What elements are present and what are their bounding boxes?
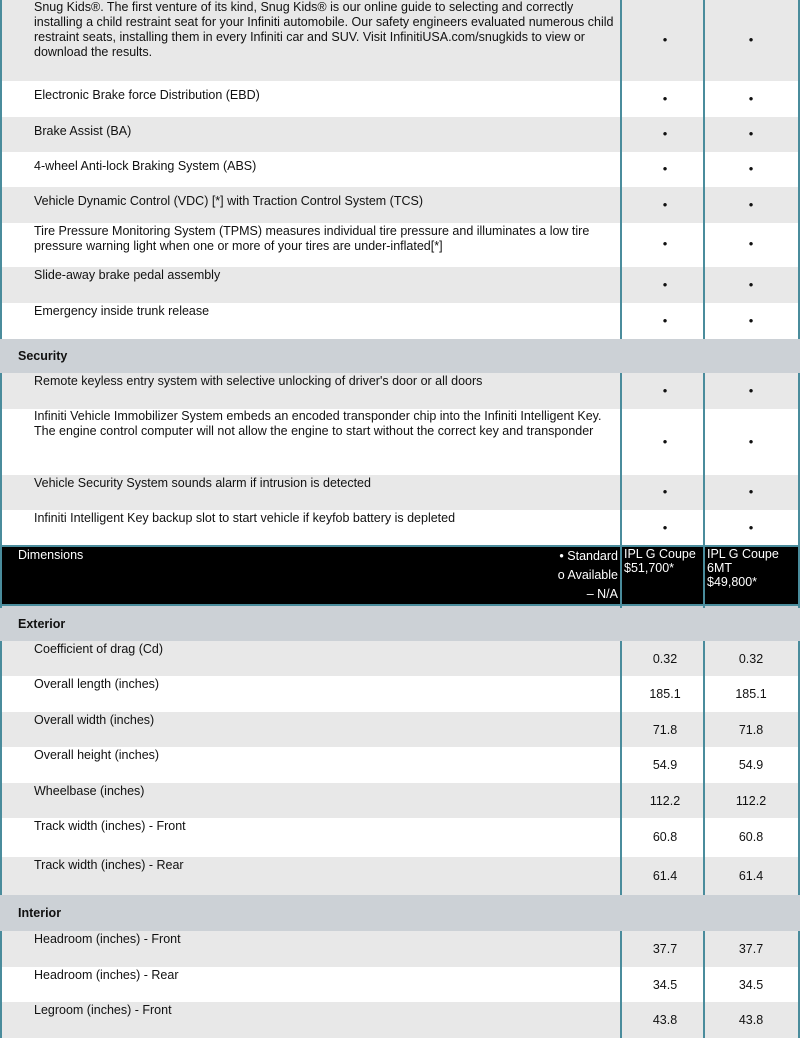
feature-row [0,475,800,510]
dimension-label: Track width (inches) - Front [34,819,186,833]
legend-standard: • Standard [559,549,618,563]
feature-row [0,303,800,339]
dimension-value: 61.4 [652,869,678,883]
standard-mark: • [662,197,668,212]
column-header-ipl-g-coupe [622,547,704,575]
column-divider [703,373,705,546]
feature-label: Slide-away brake pedal assembly [34,268,221,282]
standard-mark: • [662,161,668,176]
dimension-row [0,712,800,747]
standard-mark: • [662,383,668,398]
column-trim: 6MT [707,561,732,575]
dimension-value: 0.32 [738,652,764,666]
feature-label: Tire Pressure Monitoring System (TPMS) measures individual tire pressure and illuminates a low tire pressure warning light when one or more of your tires are under-inflated[*] [34,224,590,253]
table-border-left [0,931,2,1038]
dimension-label: Track width (inches) - Rear [34,858,184,872]
standard-mark: • [662,236,668,251]
dimension-value: 0.32 [652,652,678,666]
column-divider [703,641,705,895]
feature-row [0,187,800,223]
column-divider [620,0,622,339]
dimension-value: 60.8 [738,830,764,844]
dimension-value: 71.8 [738,723,764,737]
standard-mark: • [662,277,668,292]
column-divider [620,545,622,608]
dimension-value: 34.5 [738,978,764,992]
feature-label: Infiniti Vehicle Immobilizer System embeds an encoded transponder chip into the Infiniti Intelligent Key. The engine control computer will not allow the engine to start without the correct key and transponder [34,409,602,438]
column-divider [703,545,705,608]
legend [430,547,618,604]
standard-mark: • [748,126,754,141]
dimension-label: Overall height (inches) [34,748,160,762]
standard-mark: • [748,520,754,535]
table-border-left [0,0,2,339]
feature-label: Vehicle Dynamic Control (VDC) [*] with Traction Control System (TCS) [34,194,423,208]
dimension-label: Headroom (inches) - Rear [34,968,179,982]
standard-mark: • [662,32,668,47]
section-header-security [0,339,800,373]
column-model: IPL G Coupe [624,547,696,561]
dimension-label: Coefficient of drag (Cd) [34,642,163,656]
standard-mark: • [662,91,668,106]
dimension-value: 34.5 [652,978,678,992]
section-header-exterior [0,606,800,641]
column-price: $49,800* [707,575,758,589]
standard-mark: • [748,484,754,499]
dimension-value: 71.8 [652,723,678,737]
column-divider [703,931,705,1038]
standard-mark: • [748,197,754,212]
feature-row [0,267,800,303]
dimension-row [0,1002,800,1038]
standard-mark: • [748,313,754,328]
section-header-interior [0,895,800,931]
dimension-label: Wheelbase (inches) [34,784,145,798]
feature-label: Brake Assist (BA) [34,124,132,138]
standard-mark: • [748,236,754,251]
dimension-label: Legroom (inches) - Front [34,1003,172,1017]
standard-mark: • [748,91,754,106]
feature-row [0,373,800,409]
dimension-value: 60.8 [652,830,678,844]
feature-label: Electronic Brake force Distribution (EBD) [34,88,260,102]
feature-row [0,409,800,475]
feature-row [0,81,800,117]
dimension-value: 112.2 [649,794,681,808]
standard-mark: • [662,484,668,499]
dimension-value: 43.8 [652,1013,678,1027]
column-price: $51,700* [624,561,675,575]
dimension-value: 37.7 [738,942,764,956]
column-model: IPL G Coupe [707,547,779,561]
section-title: Exterior [18,616,66,631]
feature-label: 4-wheel Anti-lock Braking System (ABS) [34,159,257,173]
feature-label: Snug Kids®. The first venture of its kind, Snug Kids® is our online guide to selecting and correctly installing a child restraint seat for your Infiniti automobile. Our safety engineers evaluated numerous child restraint seats, installing them in every Infiniti car and SUV. Visit InfinitiUSA.com/snugkids to view or download the results. [34,0,614,59]
feature-label: Emergency inside trunk release [34,304,210,318]
standard-mark: • [748,32,754,47]
dimensions-title: Dimensions [18,548,84,562]
column-header-ipl-g-coupe-6mt [705,547,787,589]
dimension-row [0,747,800,783]
feature-row [0,117,800,152]
feature-label: Infiniti Intelligent Key backup slot to start vehicle if keyfob battery is depleted [34,511,456,525]
dimension-value: 112.2 [735,794,767,808]
standard-mark: • [748,383,754,398]
standard-mark: • [662,313,668,328]
standard-mark: • [748,277,754,292]
dimension-value: 185.1 [649,687,681,701]
legend-available: o Available [557,568,618,582]
dimension-row [0,676,800,712]
column-divider [620,641,622,895]
standard-mark: • [662,520,668,535]
dimension-value: 54.9 [652,758,678,772]
dimension-value: 185.1 [735,687,767,701]
legend-na: – N/A [586,587,618,601]
table-border-left [0,641,2,895]
section-title: Security [18,349,68,363]
feature-row [0,152,800,187]
feature-row [0,223,800,267]
dimension-value: 54.9 [738,758,764,772]
dimension-label: Headroom (inches) - Front [34,932,181,946]
column-divider [620,373,622,546]
dimension-value: 61.4 [738,869,764,883]
dimension-label: Overall width (inches) [34,713,155,727]
table-border-left [0,373,2,546]
table-border-left [0,545,2,608]
dimension-row [0,818,800,857]
dimension-value: 43.8 [738,1013,764,1027]
dimension-row [0,783,800,818]
section-title: Interior [18,906,62,920]
dimension-value: 37.7 [652,942,678,956]
feature-row [0,510,800,546]
standard-mark: • [748,434,754,449]
column-divider [703,0,705,339]
feature-label: Remote keyless entry system with selective unlocking of driver's door or all doors [34,374,483,388]
feature-label: Vehicle Security System sounds alarm if intrusion is detected [34,476,371,490]
dimensions-header [0,545,800,606]
standard-mark: • [662,126,668,141]
column-divider [620,931,622,1038]
standard-mark: • [748,161,754,176]
standard-mark: • [662,434,668,449]
dimension-row [0,641,800,676]
dimension-label: Overall length (inches) [34,677,160,691]
dimension-row [0,967,800,1002]
feature-row [0,0,800,81]
dimension-row [0,931,800,967]
dimension-row [0,857,800,895]
